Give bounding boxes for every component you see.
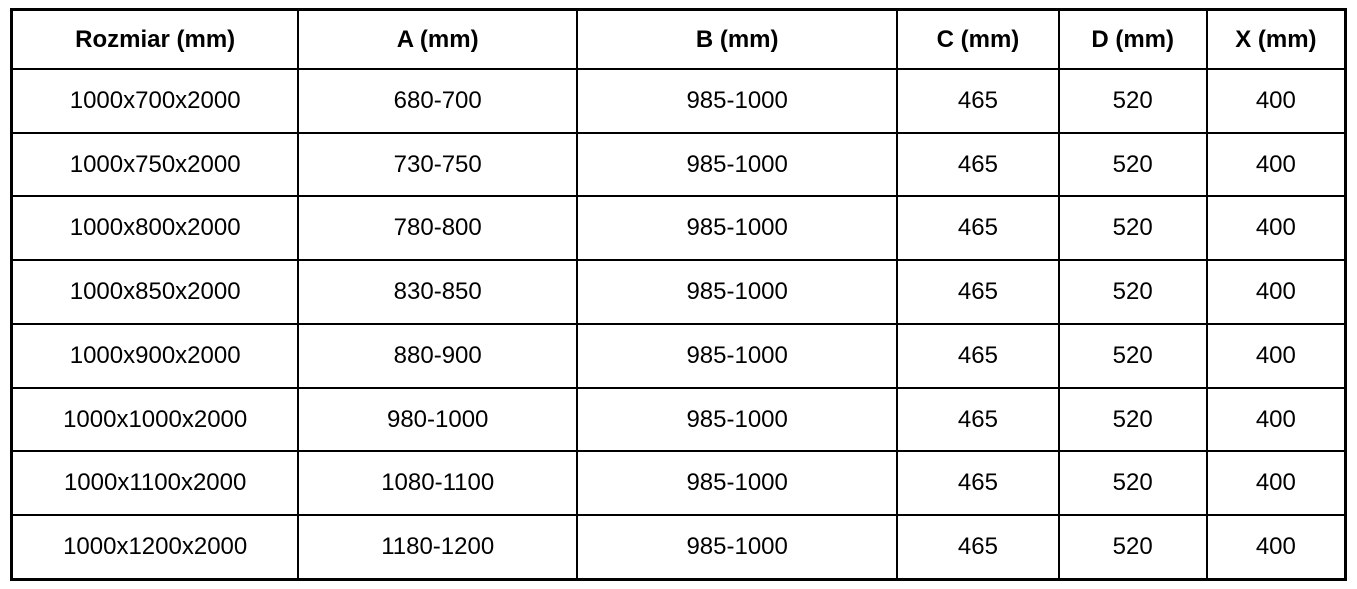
cell-x: 400	[1207, 324, 1346, 388]
cell-a: 680-700	[298, 69, 577, 133]
table-row	[12, 515, 1346, 579]
cell-x: 400	[1207, 133, 1346, 197]
cell-d: 520	[1059, 451, 1207, 515]
cell-c: 465	[897, 515, 1058, 579]
cell-b: 985-1000	[577, 451, 897, 515]
cell-a: 1080-1100	[298, 451, 577, 515]
cell-x: 400	[1207, 451, 1346, 515]
cell-d: 520	[1059, 388, 1207, 452]
column-header-b: B (mm)	[577, 10, 897, 70]
header-row	[12, 10, 1346, 70]
column-header-x: X (mm)	[1207, 10, 1346, 70]
cell-b: 985-1000	[577, 388, 897, 452]
cell-rozmiar: 1000x700x2000	[12, 69, 299, 133]
cell-c: 465	[897, 324, 1058, 388]
cell-a: 1180-1200	[298, 515, 577, 579]
cell-b: 985-1000	[577, 515, 897, 579]
cell-x: 400	[1207, 196, 1346, 260]
table-row	[12, 324, 1346, 388]
table-row	[12, 388, 1346, 452]
cell-c: 465	[897, 69, 1058, 133]
cell-x: 400	[1207, 515, 1346, 579]
cell-a: 730-750	[298, 133, 577, 197]
cell-a: 830-850	[298, 260, 577, 324]
cell-b: 985-1000	[577, 69, 897, 133]
cell-x: 400	[1207, 388, 1346, 452]
cell-a: 780-800	[298, 196, 577, 260]
cell-b: 985-1000	[577, 133, 897, 197]
cell-a: 880-900	[298, 324, 577, 388]
table-row	[12, 133, 1346, 197]
cell-c: 465	[897, 196, 1058, 260]
cell-b: 985-1000	[577, 196, 897, 260]
cell-c: 465	[897, 388, 1058, 452]
column-header-rozmiar: Rozmiar (mm)	[12, 10, 299, 70]
table-row	[12, 196, 1346, 260]
cell-d: 520	[1059, 324, 1207, 388]
cell-b: 985-1000	[577, 324, 897, 388]
table-row	[12, 69, 1346, 133]
cell-d: 520	[1059, 133, 1207, 197]
cell-a: 980-1000	[298, 388, 577, 452]
cell-d: 520	[1059, 196, 1207, 260]
cell-rozmiar: 1000x1000x2000	[12, 388, 299, 452]
cell-b: 985-1000	[577, 260, 897, 324]
cell-d: 520	[1059, 69, 1207, 133]
cell-rozmiar: 1000x1200x2000	[12, 515, 299, 579]
column-header-c: C (mm)	[897, 10, 1058, 70]
cell-c: 465	[897, 133, 1058, 197]
cell-x: 400	[1207, 69, 1346, 133]
cell-rozmiar: 1000x850x2000	[12, 260, 299, 324]
cell-c: 465	[897, 260, 1058, 324]
table-row	[12, 451, 1346, 515]
cell-rozmiar: 1000x900x2000	[12, 324, 299, 388]
cell-rozmiar: 1000x800x2000	[12, 196, 299, 260]
column-header-d: D (mm)	[1059, 10, 1207, 70]
cell-rozmiar: 1000x1100x2000	[12, 451, 299, 515]
cell-c: 465	[897, 451, 1058, 515]
size-spec-table	[10, 8, 1347, 581]
cell-x: 400	[1207, 260, 1346, 324]
cell-rozmiar: 1000x750x2000	[12, 133, 299, 197]
cell-d: 520	[1059, 515, 1207, 579]
column-header-a: A (mm)	[298, 10, 577, 70]
cell-d: 520	[1059, 260, 1207, 324]
table-row	[12, 260, 1346, 324]
